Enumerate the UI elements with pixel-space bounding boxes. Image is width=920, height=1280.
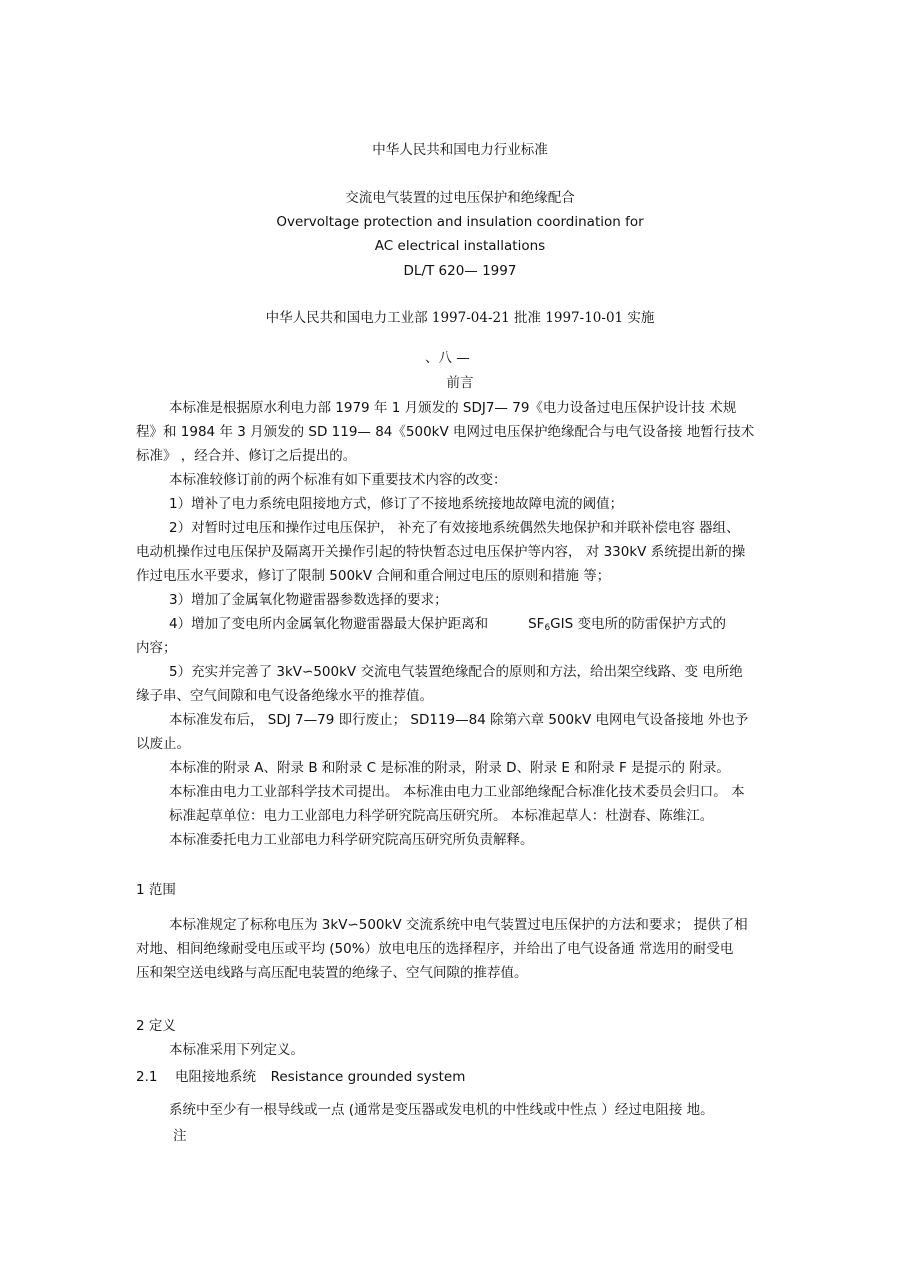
paragraph-line: 作过电压水平要求，修订了限制 500kV 合闸和重合闸过电压的原则和措施 等； xyxy=(136,568,611,584)
list-item: 1）增补了电力系统电阻接地方式，修订了不接地系统接地故障电流的阈值； xyxy=(169,496,624,512)
paragraph-line: 本标准由电力工业部科学技术司提出。 本标准由电力工业部绝缘配合标准化技术委员会归口。 本 xyxy=(169,784,745,800)
paragraph-line: 本标准规定了标称电压为 3kV∽500kV 交流系统中电气装置过电压保护的方法和要求； 提供了相 xyxy=(169,917,748,933)
definition-term-cn: 电阻接地系统 xyxy=(175,1069,256,1085)
section-2-intro: 本标准采用下列定义。 xyxy=(169,1042,304,1058)
definition-text: 系统中至少有一根导线或一点 (通常是变压器或发电机的中性线或中性点 ）经过电阻接 地。 xyxy=(169,1102,714,1118)
paragraph-line: 压和架空送电线路与高压配电装置的绝缘子、空气间隙的推荐值。 xyxy=(136,965,528,981)
standard-code: DL/T 620— 1997 xyxy=(403,263,517,279)
paragraph-line: 缘子串、空气间隙和电气设备绝缘水平的推荐值。 xyxy=(136,688,433,704)
paragraph-line: 标准》 ，经合并、修订之后提出的。 xyxy=(136,448,357,464)
standard-title: 中华人民共和国电力行业标准 xyxy=(372,142,548,158)
paragraph-line: 本标准较修订前的两个标准有如下重要技术内容的改变： xyxy=(169,472,507,488)
section-2-heading: 2 定义 xyxy=(136,1018,176,1034)
paragraph-line: 本标准的附录 A、附录 B 和附录 C 是标准的附录，附录 D、附录 E 和附录 F 是提示的 附录。 xyxy=(169,760,730,776)
paragraph-line: 标准起草单位：电力工业部电力科学研究院高压研究所。 本标准起草人：杜澍春、陈维江。 xyxy=(169,808,714,824)
list-item: 5）充实并完善了 3kV∽500kV 交流电气装置绝缘配合的原则和方法，给出架空线路、变 电所绝 xyxy=(169,664,743,680)
item4-suffix: GIS 变电所的防雷保护方式的 xyxy=(550,616,726,632)
list-item: 3）增加了金属氧化物避雷器参数选择的要求； xyxy=(169,592,448,608)
definition-term-en: Resistance grounded system xyxy=(270,1069,466,1085)
definition-term xyxy=(175,1067,465,1087)
paragraph-line: 程》和 1984 年 3 月颁发的 SD 119— 84《500kV 电网过电压保护绝缘配合与电气设备接 地暂行技术 xyxy=(136,424,755,440)
foreword-heading: 前言 xyxy=(446,375,474,391)
paragraph-line: 对地、相间绝缘耐受电压或平均 (50%）放电电压的选择程序，并给出了电气设备通 常选用的耐受电 xyxy=(136,941,734,957)
paragraph-line: 本标准发布后， SDJ 7—79 即行废止； SD119—84 除第六章 500kV 电网电气设备接地 外也予 xyxy=(169,712,749,728)
title-cn: 交流电气装置的过电压保护和绝缘配合 xyxy=(345,190,575,206)
paragraph-line: 本标准委托电力工业部电力科学研究院高压研究所负责解释。 xyxy=(169,832,534,848)
paragraph-line: 内容； xyxy=(136,640,177,656)
item4-sf: SF xyxy=(528,616,545,632)
item4-subscript: 6 xyxy=(544,623,551,633)
title-en-line1: Overvoltage protection and insulation coordination for xyxy=(276,214,644,230)
paragraph-line: 本标准是根据原水利电力部 1979 年 1 月颁发的 SDJ7— 79《电力设备过电压保护设计技 术规 xyxy=(169,400,737,416)
list-item xyxy=(169,614,726,638)
paragraph-line: 以废止。 xyxy=(136,736,190,752)
approval-line: 中华人民共和国电力工业部 1997-04-21 批准 1997-10-01 实施 xyxy=(265,310,655,326)
title-en-line2: AC electrical installations xyxy=(374,238,546,254)
garbled-text: 、八 — xyxy=(425,350,470,366)
section-1-heading: 1 范围 xyxy=(136,882,176,898)
note-label: 注 xyxy=(173,1128,187,1144)
definition-number: 2.1 xyxy=(136,1069,158,1085)
paragraph-line: 电动机操作过电压保护及隔离开关操作引起的特快暂态过电压保护等内容， 对 330kV 系统提出新的操 xyxy=(136,544,746,560)
item4-prefix: 4）增加了变电所内金属氧化物避雷器最大保护距离和 xyxy=(169,616,489,632)
list-item: 2）对暂时过电压和操作过电压保护， 补充了有效接地系统偶然失地保护和并联补偿电容 器组、 xyxy=(169,520,740,536)
